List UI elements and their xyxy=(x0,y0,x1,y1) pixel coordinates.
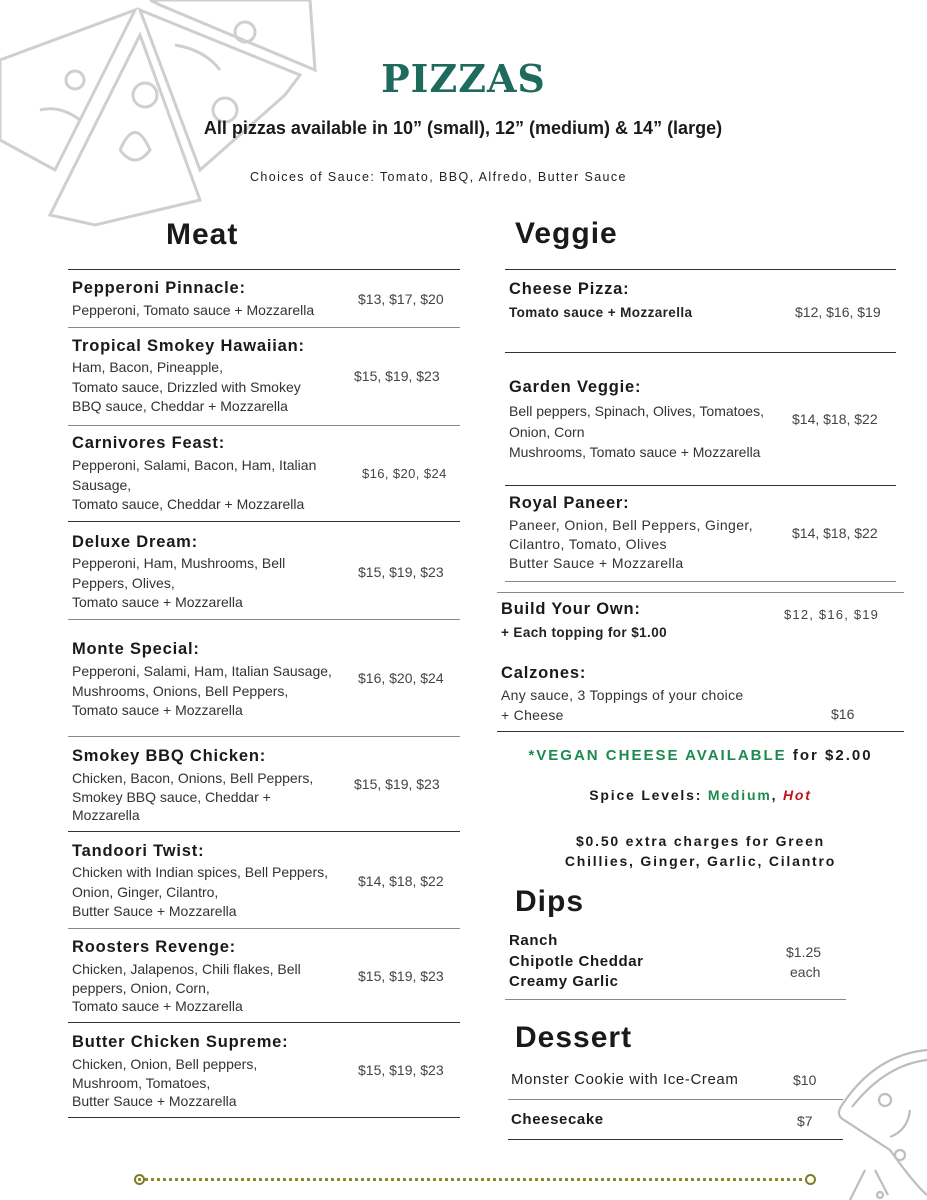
divider xyxy=(508,1139,843,1140)
divider xyxy=(505,581,896,582)
dips-heading: Dips xyxy=(515,885,585,918)
meat-heading: Meat xyxy=(166,218,239,251)
divider xyxy=(68,1117,460,1118)
item-name: Build Your Own: xyxy=(501,600,641,618)
divider xyxy=(68,425,460,426)
veggie-heading: Veggie xyxy=(515,217,618,250)
item-name: Monte Special: xyxy=(72,640,200,658)
divider xyxy=(505,352,896,353)
item-price: $14, $18, $22 xyxy=(792,525,878,541)
item-name: Butter Chicken Supreme: xyxy=(72,1033,289,1051)
divider xyxy=(497,731,904,732)
dips-price: $1.25 xyxy=(786,944,822,960)
item-desc: Pepperoni, Tomato sauce + Mozzarella xyxy=(72,302,315,318)
item-name: Monster Cookie with Ice-Cream xyxy=(511,1071,739,1088)
item-name: Carnivores Feast: xyxy=(72,434,225,452)
item-price: $12, $16, $19 xyxy=(784,607,880,622)
page-title: PIZZAS xyxy=(381,56,546,101)
divider xyxy=(68,928,460,929)
item-name: Pepperoni Pinnacle: xyxy=(72,279,246,297)
item-price: $16, $20, $24 xyxy=(362,466,447,481)
item-desc: + Each topping for $1.00 xyxy=(501,625,668,640)
item-price: $15, $19, $23 xyxy=(358,968,444,984)
divider xyxy=(505,269,896,270)
dip-item: Chipotle Cheddar xyxy=(509,953,644,970)
item-desc: Bell peppers, Spinach, Olives, Tomatoes, Onion, Corn Mushrooms, Tomato sauce + Mozzarella xyxy=(509,403,764,460)
item-desc: Chicken, Bacon, Onions, Bell Peppers, Smokey BBQ sauce, Cheddar + Mozzarella xyxy=(72,770,314,823)
divider xyxy=(68,327,460,328)
item-name: Roosters Revenge: xyxy=(72,938,236,956)
vegan-cheese-note xyxy=(497,747,904,764)
divider xyxy=(68,736,460,737)
item-price: $15, $19, $23 xyxy=(358,1062,444,1078)
item-price: $14, $18, $22 xyxy=(358,873,444,889)
item-name: Deluxe Dream: xyxy=(72,533,198,551)
divider xyxy=(68,521,460,522)
divider xyxy=(68,831,460,832)
spice-medium: Medium xyxy=(707,787,772,803)
divider xyxy=(68,1022,460,1023)
ornament-right-icon xyxy=(805,1174,816,1185)
dips-price-unit: each xyxy=(790,964,821,980)
sizes-note: All pizzas available in 10” (small), 12” (medium) & 14” (large) xyxy=(203,118,723,138)
item-price: $10 xyxy=(793,1072,817,1088)
item-name: Royal Paneer: xyxy=(509,494,630,512)
item-desc: Chicken, Onion, Bell peppers, Mushroom, Tomatoes, Butter Sauce + Mozzarella xyxy=(72,1056,258,1109)
divider xyxy=(68,619,460,620)
vegan-price: for $2.00 xyxy=(786,747,873,764)
item-price: $13, $17, $20 xyxy=(358,291,444,307)
item-name: Calzones: xyxy=(501,664,587,682)
divider xyxy=(508,1099,843,1100)
item-desc: Tomato sauce + Mozzarella xyxy=(509,305,693,320)
item-price: $15, $19, $23 xyxy=(354,776,440,792)
sauce-choices-note: Choices of Sauce: Tomato, BBQ, Alfredo, Butter Sauce xyxy=(250,170,627,184)
item-desc: Chicken, Jalapenos, Chili flakes, Bell peppers, Onion, Corn, Tomato sauce + Mozzarella xyxy=(72,961,301,1014)
item-price: $15, $19, $23 xyxy=(354,368,440,384)
item-desc: Pepperoni, Salami, Bacon, Ham, Italian Sausage, Tomato sauce, Cheddar + Mozzarella xyxy=(72,457,317,512)
item-price: $12, $16, $19 xyxy=(795,304,881,320)
pizza-slice-illustration-icon xyxy=(830,1045,927,1200)
item-desc: Paneer, Onion, Bell Peppers, Ginger, Cilantro, Tomato, Olives Butter Sauce + Mozzarella xyxy=(509,517,753,571)
item-desc: Chicken with Indian spices, Bell Peppers, Onion, Ginger, Cilantro, Butter Sauce + Mozzarella xyxy=(72,864,329,919)
item-name: Tropical Smokey Hawaiian: xyxy=(72,337,305,355)
dessert-heading: Dessert xyxy=(515,1021,633,1054)
divider xyxy=(505,999,846,1000)
extra-line-2: Chillies, Ginger, Garlic, Cilantro xyxy=(564,853,837,869)
item-price: $14, $18, $22 xyxy=(792,411,878,427)
pizza-illustration-icon xyxy=(0,0,330,230)
extra-line-1: $0.50 extra charges for Green xyxy=(575,833,826,849)
item-name: Cheesecake xyxy=(511,1111,604,1128)
item-name: Smokey BBQ Chicken: xyxy=(72,747,267,765)
item-price: $7 xyxy=(797,1113,813,1129)
spice-levels-note xyxy=(497,787,904,803)
spice-label: Spice Levels: xyxy=(589,787,708,803)
dip-item: Ranch xyxy=(509,932,558,949)
divider xyxy=(497,592,904,593)
item-price: $15, $19, $23 xyxy=(358,564,444,580)
item-desc: Any sauce, 3 Toppings of your choice + Cheese xyxy=(501,687,744,723)
item-desc: Ham, Bacon, Pineapple, Tomato sauce, Drizzled with Smokey BBQ sauce, Cheddar + Mozzarella xyxy=(72,359,301,414)
item-name: Cheese Pizza: xyxy=(509,280,630,298)
divider xyxy=(68,269,460,270)
item-desc: Pepperoni, Salami, Ham, Italian Sausage, Mushrooms, Onions, Bell Peppers, Tomato sauce + Mozzarella xyxy=(72,663,332,718)
vegan-highlight: *VEGAN CHEESE AVAILABLE xyxy=(528,747,787,764)
spice-sep: , xyxy=(771,787,783,803)
spice-hot: Hot xyxy=(782,787,812,803)
extra-charges-note xyxy=(497,831,904,871)
dip-item: Creamy Garlic xyxy=(509,973,619,990)
item-name: Garden Veggie: xyxy=(509,378,642,396)
dotted-divider xyxy=(138,1178,802,1181)
divider xyxy=(505,485,896,486)
item-price: $16 xyxy=(831,706,855,722)
item-price: $16, $20, $24 xyxy=(358,670,444,686)
item-name: Tandoori Twist: xyxy=(72,842,205,860)
item-desc: Pepperoni, Ham, Mushrooms, Bell Peppers, Olives, Tomato sauce + Mozzarella xyxy=(72,555,286,610)
